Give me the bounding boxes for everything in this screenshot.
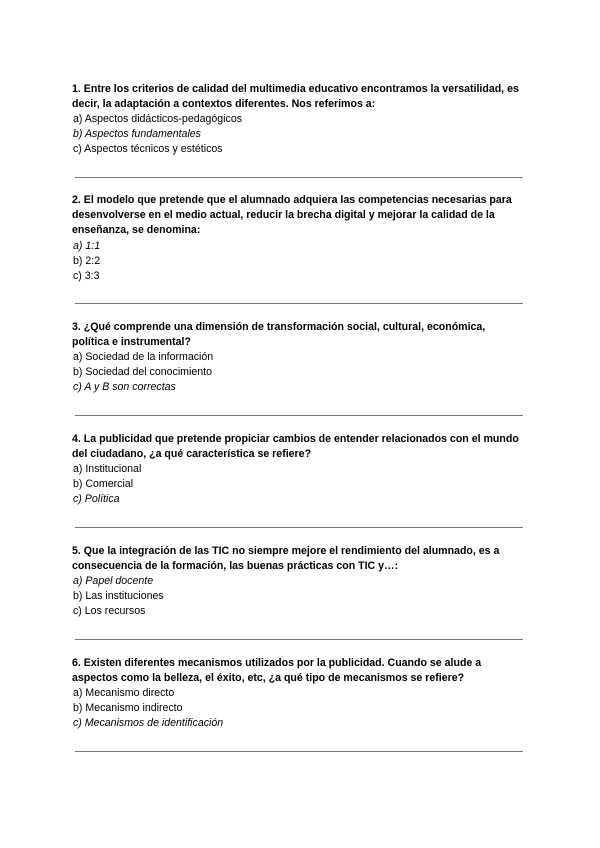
question-3 xyxy=(72,320,524,395)
option-a: a) Sociedad de la información xyxy=(73,351,214,364)
question-text: 3. ¿Qué comprende una dimensión de transformación social, cultural, económica, política e instrumental? xyxy=(72,321,486,349)
question-4 xyxy=(72,432,524,507)
option-b: b) Las instituciones xyxy=(73,590,164,603)
option-a: a) 1:1 xyxy=(73,239,101,252)
question-text: 1. Entre los criterios de calidad del multimedia educativo encontramos la versatilidad, es decir, la adaptación a contextos diferentes. Nos referimos a: xyxy=(72,83,519,111)
option-c: c) Política xyxy=(73,493,120,506)
option-c: c) A y B son correctas xyxy=(73,381,176,394)
option-a: a) Mecanismo directo xyxy=(73,687,175,700)
option-c: c) Mecanismos de identificación xyxy=(73,717,224,730)
question-text: 5. Que la integración de las TIC no siempre mejore el rendimiento del alumnado, es a consecuencia de la formación, las buenas prácticas con TIC y…: xyxy=(72,545,500,573)
divider xyxy=(75,639,523,640)
question-2 xyxy=(72,193,524,284)
divider xyxy=(75,751,523,752)
question-6 xyxy=(72,656,524,731)
divider xyxy=(75,527,523,528)
option-b: b) Aspectos fundamentales xyxy=(73,128,201,141)
question-5 xyxy=(72,544,524,619)
option-b: b) 2:2 xyxy=(73,254,101,267)
option-b: b) Sociedad del conocimiento xyxy=(73,366,212,379)
option-c: c) Los recursos xyxy=(73,605,146,618)
question-text: 4. La publicidad que pretende propiciar cambios de entender relacionados con el mundo del ciudadano, ¿a qué característica se refiere? xyxy=(72,433,519,461)
option-a: a) Aspectos didácticos-pedagógicos xyxy=(73,113,243,126)
option-b: b) Comercial xyxy=(73,478,134,491)
option-c: c) Aspectos técnicos y estéticos xyxy=(73,143,223,156)
option-a: a) Papel docente xyxy=(73,575,154,588)
option-b: b) Mecanismo indirecto xyxy=(73,702,183,715)
question-1 xyxy=(72,82,524,157)
question-text: 6. Existen diferentes mecanismos utilizados por la publicidad. Cuando se alude a aspectos como la belleza, el éxito, etc, ¿a qué tipo de mecanismos se refiere? xyxy=(72,657,482,685)
option-c: c) 3:3 xyxy=(73,269,100,282)
option-a: a) Institucional xyxy=(73,463,142,476)
question-text: 2. El modelo que pretende que el alumnado adquiera las competencias necesarias para desenvolverse en el medio actual, reducir la brecha digital y mejorar la calidad de la enseñanza, se denomina: xyxy=(72,194,512,237)
divider xyxy=(75,415,523,416)
divider xyxy=(75,303,523,304)
divider xyxy=(75,177,523,178)
